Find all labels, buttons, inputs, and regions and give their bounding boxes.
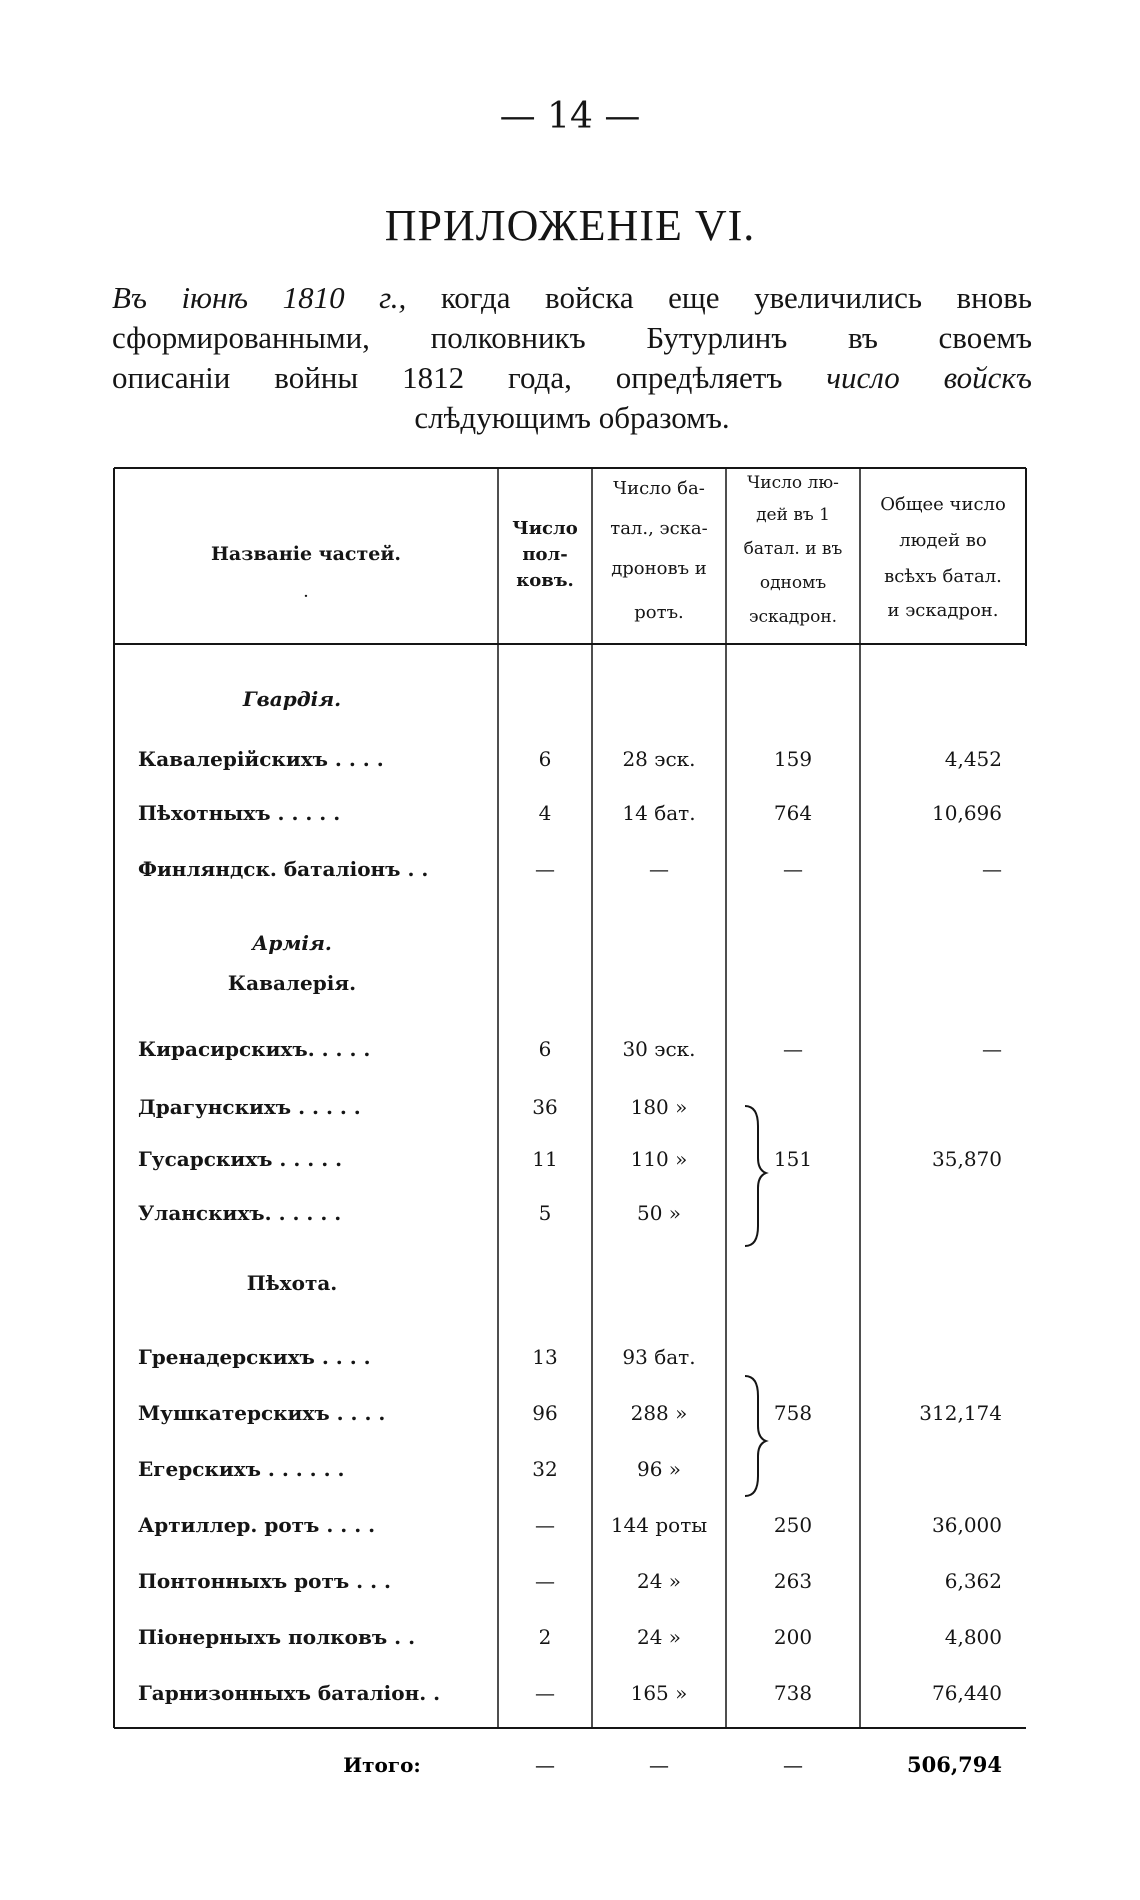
header-total-line: всѣхъ батал. (884, 566, 1002, 587)
row-name: Финляндск. баталiонъ . . (138, 857, 429, 881)
row-total: — (982, 857, 1002, 881)
row-units: 30 эск. (622, 1037, 696, 1061)
row-name: Артиллер. ротъ . . . . (138, 1513, 376, 1537)
section-guard: Гвардiя. (242, 687, 342, 711)
table-row (138, 1147, 1002, 1171)
header-total-line: и эскадрон. (887, 600, 999, 621)
row-total: 312,174 (919, 1401, 1002, 1425)
header-regiments-line: пол- (522, 544, 568, 565)
table-rows (138, 747, 1002, 1705)
row-people: 738 (773, 1681, 813, 1705)
row-total: 4,452 (944, 747, 1002, 771)
row-units: 180 » (630, 1095, 688, 1119)
table-row (138, 1095, 687, 1119)
section-cavalry: Кавалерiя. (227, 971, 357, 995)
table-row (138, 1401, 1002, 1425)
row-name: Уланскихъ. . . . . . (138, 1201, 342, 1225)
row-units: — (649, 857, 669, 881)
row-total: — (982, 1037, 1002, 1061)
row-regiments: 2 (538, 1625, 552, 1649)
row-regiments: 11 (532, 1147, 558, 1171)
row-regiments: 6 (538, 1037, 552, 1061)
row-people: 764 (773, 801, 813, 825)
troops-table-svg (112, 466, 1028, 1730)
row-name: Кавалерiйскихъ . . . . (138, 747, 384, 771)
intro-line-1-text: когда войска еще увеличились вновь (440, 280, 1032, 315)
row-total: 4,800 (944, 1625, 1002, 1649)
table-row (138, 747, 1002, 771)
totals-label: Итого: (343, 1753, 421, 1777)
header-regiments-line: ковъ. (516, 570, 574, 591)
row-name: Пѣхотныхъ . . . . . (138, 801, 341, 825)
table-row (138, 1457, 681, 1481)
header-people-line: одномъ (759, 573, 827, 593)
row-name: Кирасирскихъ. . . . . (138, 1037, 371, 1061)
row-regiments: — (535, 1569, 555, 1593)
row-units: 144 роты (610, 1513, 708, 1537)
intro-date: Въ iюнѣ 1810 г., (112, 280, 407, 315)
header-total-line: людей во (899, 530, 987, 551)
header-name: Названiе частей. (210, 543, 402, 565)
intro-line-1 (112, 278, 1032, 318)
row-regiments: 4 (538, 801, 552, 825)
header-total (880, 494, 1006, 621)
table-row (138, 1345, 696, 1369)
row-total: 76,440 (932, 1681, 1002, 1705)
row-people: 263 (773, 1569, 813, 1593)
row-name: Егерскихъ . . . . . . (138, 1457, 345, 1481)
row-total: 35,870 (932, 1147, 1002, 1171)
infantry-brace (745, 1376, 766, 1496)
row-people: — (783, 857, 803, 881)
row-units: 24 » (636, 1569, 682, 1593)
row-units: 165 » (630, 1681, 688, 1705)
row-units: 14 бат. (622, 801, 696, 825)
header-battalions-line: Число ба- (613, 478, 705, 499)
row-units: 288 » (630, 1401, 688, 1425)
table-row (138, 1513, 1002, 1537)
totals-units: — (649, 1753, 669, 1777)
intro-line-3 (112, 358, 1032, 398)
row-name: Гренадерскихъ . . . . (138, 1345, 371, 1369)
row-total: 6,362 (944, 1569, 1002, 1593)
intro-emphasis: число войскъ (826, 360, 1033, 395)
table-row (138, 1569, 1002, 1593)
row-regiments: 32 (532, 1457, 558, 1481)
row-regiments: — (535, 1513, 555, 1537)
row-regiments: — (535, 1681, 555, 1705)
table-row (138, 1681, 1002, 1705)
intro-line-2: сформированными, полковникъ Бутурлинъ въ своемъ (112, 320, 1032, 355)
row-name: Понтонныхъ ротъ . . . (138, 1569, 391, 1593)
row-units: 110 » (630, 1147, 688, 1171)
table-row (138, 857, 1002, 881)
intro-paragraph (112, 278, 1032, 438)
row-units: 28 эск. (622, 747, 696, 771)
section-army: Армiя. (252, 931, 332, 955)
table-row (138, 1037, 1002, 1061)
section-infantry: Пѣхота. (246, 1271, 338, 1295)
troops-table (112, 466, 1028, 1730)
header-regiments-line: Число (512, 518, 578, 539)
row-people: 200 (773, 1625, 813, 1649)
row-people: 151 (773, 1147, 813, 1171)
appendix-title: ПРИЛОЖЕНIЕ VI. (384, 201, 756, 250)
header-battalions-line: дроновъ и (611, 558, 707, 579)
row-units: 96 » (636, 1457, 682, 1481)
header-regiments (512, 518, 577, 591)
header-people-line: дей въ 1 (756, 505, 830, 525)
row-people: — (783, 1037, 803, 1061)
header-battalions-line: тал., эска- (610, 518, 708, 539)
page-number: — 14 — (499, 96, 641, 137)
row-people: 758 (773, 1401, 813, 1425)
row-name: Мушкатерскихъ . . . . (138, 1401, 386, 1425)
row-regiments: 6 (538, 747, 552, 771)
row-name: Гусарскихъ . . . . . (138, 1147, 343, 1171)
totals-regiments: — (535, 1753, 555, 1777)
row-name: Драгунскихъ . . . . . (138, 1095, 361, 1119)
header-total-line: Общее число (880, 494, 1006, 515)
row-units: 93 бат. (622, 1345, 696, 1369)
row-total: 36,000 (932, 1513, 1002, 1537)
header-people-per (744, 473, 843, 627)
row-total: 10,696 (932, 801, 1002, 825)
header-people-line: Число лю- (747, 473, 839, 493)
intro-line-4: слѣдующимъ образомъ. (414, 400, 730, 435)
header-people-line: эскадрон. (748, 607, 838, 627)
row-people: 159 (773, 747, 813, 771)
row-people: 250 (773, 1513, 813, 1537)
header-battalions (610, 478, 708, 623)
row-regiments: 13 (532, 1345, 558, 1369)
row-name: Гарнизонныхъ баталiон. . (138, 1681, 441, 1705)
row-regiments: 96 (532, 1401, 558, 1425)
header-dot: · (303, 586, 309, 607)
table-row (138, 801, 1002, 825)
header-battalions-line: ротъ. (634, 602, 684, 623)
header-people-line: батал. и въ (743, 539, 843, 559)
cavalry-brace (745, 1106, 766, 1246)
table-row (138, 1201, 681, 1225)
row-regiments: — (535, 857, 555, 881)
totals-line (112, 1732, 1028, 1792)
totals-grand-total: 506,794 (907, 1752, 1002, 1777)
row-name: Пiонерныхъ полковъ . . (138, 1625, 416, 1649)
row-regiments: 5 (538, 1201, 552, 1225)
totals-people: — (783, 1753, 803, 1777)
row-units: 50 » (636, 1201, 682, 1225)
row-regiments: 36 (532, 1095, 558, 1119)
intro-line-3-text: описанiи войны 1812 года, опредѣляетъ (112, 360, 783, 395)
table-row (138, 1625, 1002, 1649)
row-units: 24 » (636, 1625, 682, 1649)
